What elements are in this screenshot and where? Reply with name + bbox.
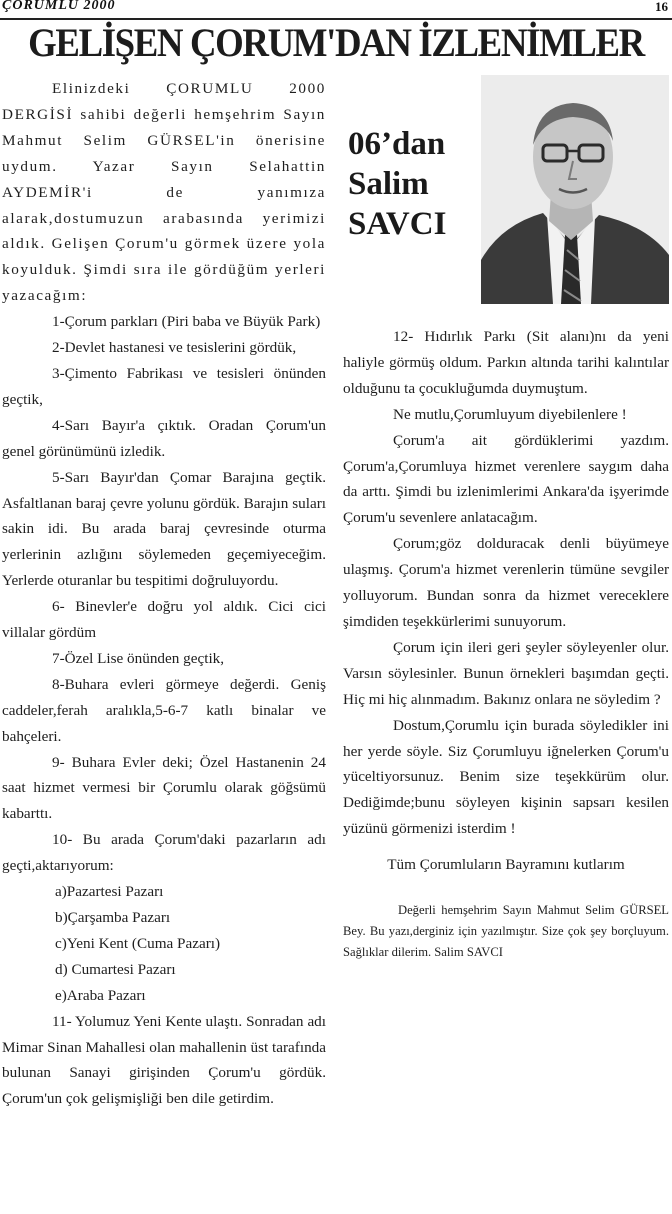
page-number: 16: [655, 0, 668, 14]
list-item: 5-Sarı Bayır'dan Çomar Barajına geçtik. Asfaltlanan baraj çevre yolunu gördük. Barajın suları sakin idi. Bu arada baraj çevresinde oturma yerlerinin azlığını söylemeden geçemiyeceğim. Yerlerde oturanlar bu tespitimi doğruluyordu.: [2, 468, 326, 590]
paragraph: Dostum,Çorumlu için burada söyledikler ini her yerde söyle. Siz Çorumluyu iğnelerken Çorum'u yüceltiyorsunuz. Benim size teşekkürüm olur. Dediğimde;bunu söyleyen kişinin sapsarı kesilen yüzünü görmenizi isterdim !: [343, 716, 669, 838]
right-column: [343, 324, 669, 963]
list-item: 8-Buhara evleri görmeye değerdi. Geniş caddeler,ferah aralıkla,5-6-7 katlı binalar ve bahçeleri.: [2, 675, 326, 745]
paragraph: Çorum'a ait gördüklerimi yazdım. Çorum'a,Çorumluya hizmet verenlere saygım daha da arttı. Şimdi bu izlenimlerimi Ankara'da işyerimde Çorum'u sevenlere anlatacağım.: [343, 431, 669, 527]
list-item: 4-Sarı Bayır'a çıktık. Oradan Çorum'un genel görünümünü izledik.: [2, 416, 326, 460]
list-item: 6- Binevler'e doğru yol aldık. Cici cici villalar gördüm: [2, 598, 326, 642]
market-item: c)Yeni Kent (Cuma Pazarı): [55, 934, 221, 952]
left-column: [2, 76, 326, 1112]
author-byline: [348, 124, 478, 244]
market-item: d) Cumartesi Pazarı: [55, 960, 176, 978]
list-item: 11- Yolumuz Yeni Kente ulaştı. Sonradan adı Mimar Sinan Mahallesi olan mahallenin üst tarafında bulunan Sanayi girişinden Çorum'u gördük. Çorum'un çok gelişmişliği ben dile getirdim.: [2, 1012, 326, 1108]
article-headline: GELİŞEN ÇORUM'DAN İZLENİMLER: [28, 20, 644, 65]
market-item: a)Pazartesi Pazarı: [55, 883, 164, 901]
editor-note: [343, 900, 669, 963]
list-item: 2-Devlet hastanesi ve tesislerini gördük,: [52, 339, 297, 357]
author-line-2: Salim: [348, 166, 429, 202]
market-item: e)Araba Pazarı: [55, 986, 146, 1004]
paragraph: Çorum;göz dolduracak denli büyümeye ulaşmış. Çorum'a hizmet verenlerin tümüne sevgiler yolluyorum. Bundan sonra da hizmet vereceklere şimdiden teşekkürlerimi sunuyorum.: [343, 535, 669, 630]
list-item: 1-Çorum parkları (Piri baba ve Büyük Park): [52, 313, 321, 331]
paragraph: Ne mutlu,Çorumluyum diyebilenlere !: [393, 405, 627, 423]
author-line-1: 06’dan: [348, 126, 446, 162]
list-item: 7-Özel Lise önünden geçtik,: [52, 649, 225, 667]
author-line-3: SAVCI: [348, 206, 447, 242]
paragraph: Çorum için ileri geri şeyler söyleyenler olur. Varsın söylesinler. Bunun örnekleri başımdan geçti. Hiç mi hiç alınmadım. Bakınız onlara ne söyledim ?: [343, 638, 669, 708]
paragraph-intro: Elinizdeki ÇORUMLU 2000 DERGİSİ sahibi değerli hemşehrim Sayın Mahmut Selim GÜRSEL'in önerisine uydum. Yazar Sayın Selahattin AYDEMİR'i de yanımıza alarak,dostumuzun arabasında yerimizi aldık. Gelişen Çorum'u görmek üzere yola koyulduk. Şimdi sıra ile gördüğüm yerleri yazacağım:: [2, 80, 326, 305]
list-item: 10- Bu arada Çorum'daki pazarların adı geçti,aktarıyorum:: [2, 831, 326, 875]
portrait-image: [481, 75, 669, 304]
list-item: 9- Buhara Evler deki; Özel Hastanenin 24 saat hizmet vermesi bir Çorumlu olarak göğsümü kabarttı.: [2, 753, 326, 823]
page-header: [0, 0, 672, 20]
holiday-greeting: Tüm Çorumluların Bayramını kutlarım: [387, 856, 625, 874]
magazine-name: ÇORUMLU 2000: [2, 0, 116, 13]
paragraph: 12- Hıdırlık Parkı (Sit alanı)nı da yeni haliyle görmüş oldum. Parkın altında tarihi kalıntılar olduğunu ta çocukluğumda duymuştum.: [343, 328, 669, 397]
market-item: b)Çarşamba Pazarı: [55, 909, 171, 926]
author-photo: [481, 75, 669, 304]
list-item: 3-Çimento Fabrikası ve tesisleri önünden geçtik,: [2, 364, 326, 408]
note-text: Değerli hemşehrim Sayın Mahmut Selim GÜRSEL Bey. Bu yazı,derginiz için yazılmıştır. Size çok şey borçluyum. Sağlıklar dilerim. Salim SAVCI: [343, 903, 669, 960]
